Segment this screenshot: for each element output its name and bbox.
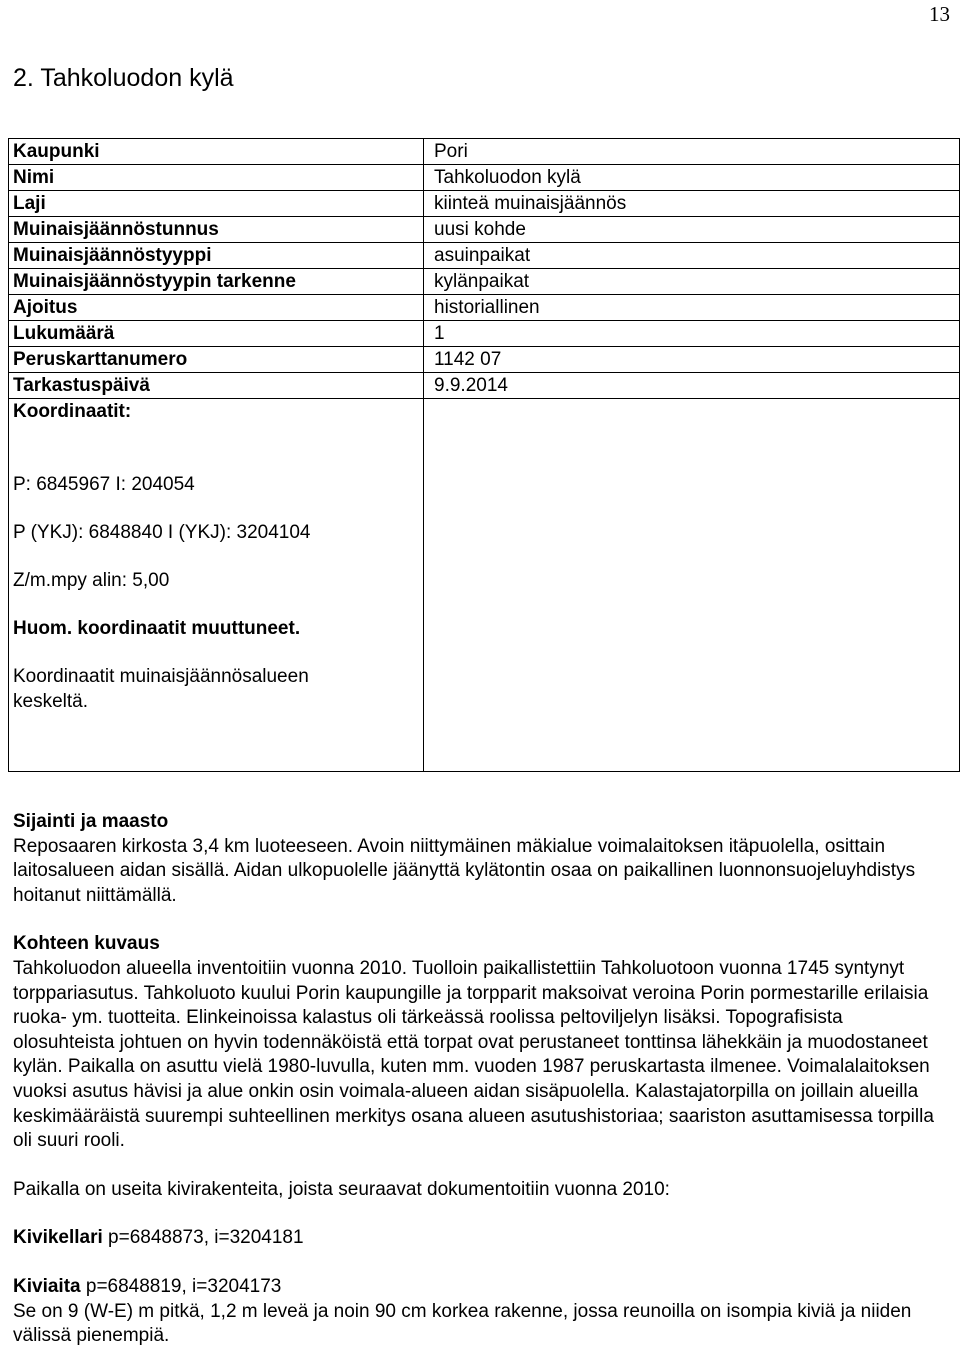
info-label: Tarkastuspäivä	[9, 373, 424, 399]
info-row	[9, 269, 960, 295]
page-number: 13	[929, 2, 950, 26]
coordinates-ykj: P (YKJ): 6848840 I (YKJ): 3204104	[13, 522, 311, 543]
info-label: Muinaisjäännöstyypin tarkenne	[9, 269, 424, 295]
info-row	[9, 373, 960, 399]
info-label: Lukumäärä	[9, 321, 424, 347]
info-row	[9, 321, 960, 347]
info-value: 1	[424, 321, 960, 347]
info-row	[9, 139, 960, 165]
info-label: Ajoitus	[9, 295, 424, 321]
info-value: asuinpaikat	[424, 243, 960, 269]
kuvaus-text: Tahkoluodon alueella inventoitiin vuonna 2010. Tuolloin paikallistettiin Tahkoluotoon vuonna 1745 syntynyt torppariasutus. Tahkoluoto kuului Porin kaupungille ja torpparit maksoivat veroina Porin pormestarille erilaisia ruoka- ym. tuotteita. Elinkeinoissa kalastus oli tärkeässä roolissa peltoviljelyn lisäksi. Topografisista olosuhteista johtuen on hyvin todennäköistä että torpat ovat perustaneet tonttinsa lähekkäin ja muodostaneet kylän. Paikalla on asuttu vielä 1980-luvulla, kuten mm. vuoden 1987 peruskartasta ilmenee. Voimalalaitoksen vuoksi asutus hävisi ja alue onkin osin voimala-alueen aidan sisäpuolella. Kalastajatorpilla on joillain alueilla keskimääräistä suurempi suhteellinen merkitys osana alueen asutushistoriaa; saariston asuttamisessa torpilla oli suuri rooli.	[13, 957, 934, 1152]
kiviaita-coords: p=6848819, i=3204173	[80, 1275, 282, 1297]
sijainti-text: Reposaaren kirkosta 3,4 km luoteeseen. Avoin niittymäinen mäkialue voimalaitoksen itäpuolella, osittain laitosalueen aidan sisällä. Aidan ulkopuolelle jäänyttä kylätontin osaa on paikallinen luonnonsuojeluyhdistys hoitanut niittämällä.	[13, 835, 916, 906]
info-label: Nimi	[9, 165, 424, 191]
info-row	[9, 165, 960, 191]
content	[13, 810, 948, 1349]
coordinates-label: Koordinaatit:	[13, 401, 132, 422]
kivikellari-line	[13, 1226, 948, 1251]
info-label: Peruskarttanumero	[9, 347, 424, 373]
kivikellari-name: Kivikellari	[13, 1227, 103, 1249]
coordinates-center-line2: keskeltä.	[13, 691, 88, 712]
info-value: Tahkoluodon kylä	[424, 165, 960, 191]
sijainti-heading: Sijainti ja maasto	[13, 811, 169, 832]
info-value: 9.9.2014	[424, 373, 960, 399]
info-row	[9, 347, 960, 373]
info-row	[9, 295, 960, 321]
coordinates-center-line1: Koordinaatit muinaisjäännösalueen	[13, 666, 309, 687]
kiviaita-line	[13, 1275, 948, 1300]
info-value: Pori	[424, 139, 960, 165]
coordinates-note: Huom. koordinaatit muuttuneet.	[13, 618, 301, 639]
coordinates-value-cell	[424, 399, 960, 772]
coordinates-pi: P: 6845967 I: 204054	[13, 474, 195, 495]
info-value: kylänpaikat	[424, 269, 960, 295]
info-label: Kaupunki	[9, 139, 424, 165]
info-value: kiinteä muinaisjäännös	[424, 191, 960, 217]
info-label: Laji	[9, 191, 424, 217]
kiviaita-text: Se on 9 (W-E) m pitkä, 1,2 m leveä ja noin 90 cm korkea rakenne, jossa reunoilla on isompia kiviä ja niiden välissä pienempiä.	[13, 1300, 912, 1347]
kiviaita-name: Kiviaita	[13, 1275, 81, 1297]
structures-intro: Paikalla on useita kivirakenteita, joista seuraavat dokumentoitiin vuonna 2010:	[13, 1178, 670, 1200]
kuvaus-heading: Kohteen kuvaus	[13, 933, 160, 955]
info-label: Muinaisjäännöstunnus	[9, 217, 424, 243]
info-row	[9, 217, 960, 243]
info-label: Muinaisjäännöstyyppi	[9, 243, 424, 269]
coordinates-cell	[9, 399, 424, 772]
info-row	[9, 243, 960, 269]
info-value: historiallinen	[424, 295, 960, 321]
coordinates-row	[9, 399, 960, 772]
info-value: uusi kohde	[424, 217, 960, 243]
section-title: 2. Tahkoluodon kylä	[13, 64, 234, 92]
kivikellari-coords: p=6848873, i=3204181	[102, 1227, 304, 1249]
info-table	[8, 138, 960, 772]
info-value: 1142 07	[424, 347, 960, 373]
coordinates-z: Z/m.mpy alin: 5,00	[13, 570, 170, 591]
info-row	[9, 191, 960, 217]
